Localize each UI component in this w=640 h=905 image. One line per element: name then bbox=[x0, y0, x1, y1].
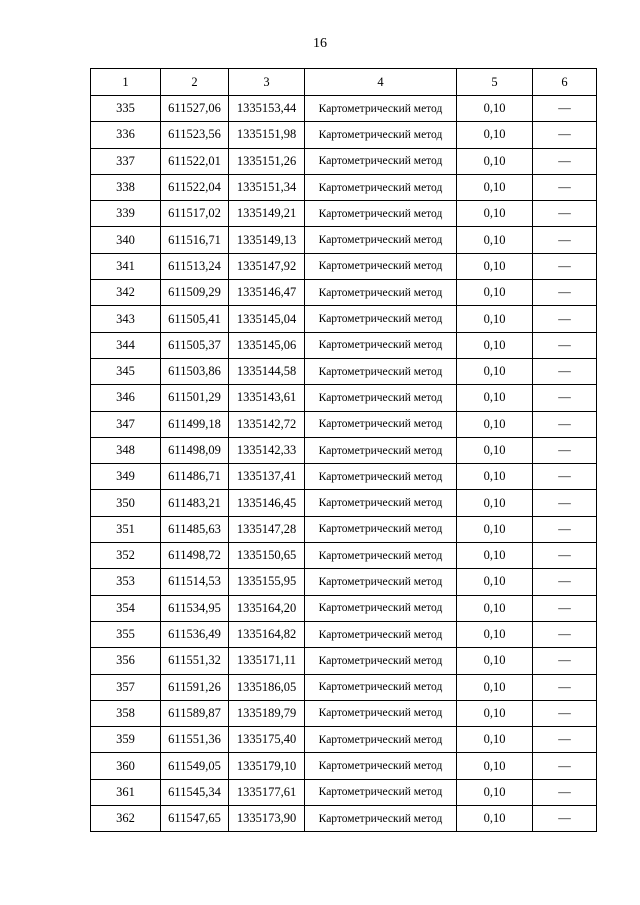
cell-note: — bbox=[533, 543, 597, 569]
cell-method: Картометрический метод bbox=[305, 779, 457, 805]
cell-accuracy: 0,10 bbox=[457, 595, 533, 621]
table-row bbox=[91, 437, 597, 463]
cell-x-coordinate: 611509,29 bbox=[161, 280, 229, 306]
table-row bbox=[91, 727, 597, 753]
table-row bbox=[91, 490, 597, 516]
cell-method: Картометрический метод bbox=[305, 621, 457, 647]
cell-method: Картометрический метод bbox=[305, 358, 457, 384]
table-row bbox=[91, 201, 597, 227]
cell-note: — bbox=[533, 96, 597, 122]
cell-y-coordinate: 1335137,41 bbox=[229, 464, 305, 490]
cell-y-coordinate: 1335142,33 bbox=[229, 437, 305, 463]
cell-method: Картометрический метод bbox=[305, 464, 457, 490]
cell-accuracy: 0,10 bbox=[457, 174, 533, 200]
cell-note: — bbox=[533, 280, 597, 306]
cell-note: — bbox=[533, 674, 597, 700]
cell-point-number: 360 bbox=[91, 753, 161, 779]
cell-point-number: 358 bbox=[91, 700, 161, 726]
cell-note: — bbox=[533, 621, 597, 647]
header-cell: 2 bbox=[161, 69, 229, 96]
cell-x-coordinate: 611505,41 bbox=[161, 306, 229, 332]
cell-method: Картометрический метод bbox=[305, 648, 457, 674]
table-row bbox=[91, 280, 597, 306]
table-row bbox=[91, 779, 597, 805]
cell-point-number: 350 bbox=[91, 490, 161, 516]
cell-y-coordinate: 1335145,06 bbox=[229, 332, 305, 358]
cell-method: Картометрический метод bbox=[305, 569, 457, 595]
cell-accuracy: 0,10 bbox=[457, 464, 533, 490]
table-row bbox=[91, 385, 597, 411]
cell-method: Картометрический метод bbox=[305, 753, 457, 779]
cell-y-coordinate: 1335144,58 bbox=[229, 358, 305, 384]
cell-note: — bbox=[533, 332, 597, 358]
cell-y-coordinate: 1335147,92 bbox=[229, 253, 305, 279]
cell-note: — bbox=[533, 122, 597, 148]
cell-accuracy: 0,10 bbox=[457, 437, 533, 463]
header-cell: 3 bbox=[229, 69, 305, 96]
cell-method: Картометрический метод bbox=[305, 122, 457, 148]
cell-y-coordinate: 1335164,20 bbox=[229, 595, 305, 621]
cell-x-coordinate: 611501,29 bbox=[161, 385, 229, 411]
cell-accuracy: 0,10 bbox=[457, 227, 533, 253]
cell-accuracy: 0,10 bbox=[457, 253, 533, 279]
table-row bbox=[91, 569, 597, 595]
cell-accuracy: 0,10 bbox=[457, 148, 533, 174]
cell-y-coordinate: 1335145,04 bbox=[229, 306, 305, 332]
cell-note: — bbox=[533, 411, 597, 437]
cell-x-coordinate: 611523,56 bbox=[161, 122, 229, 148]
table-row bbox=[91, 358, 597, 384]
cell-note: — bbox=[533, 464, 597, 490]
cell-x-coordinate: 611498,09 bbox=[161, 437, 229, 463]
cell-point-number: 344 bbox=[91, 332, 161, 358]
cell-x-coordinate: 611522,01 bbox=[161, 148, 229, 174]
cell-x-coordinate: 611485,63 bbox=[161, 516, 229, 542]
cell-accuracy: 0,10 bbox=[457, 96, 533, 122]
cell-y-coordinate: 1335175,40 bbox=[229, 727, 305, 753]
cell-point-number: 342 bbox=[91, 280, 161, 306]
cell-accuracy: 0,10 bbox=[457, 358, 533, 384]
cell-y-coordinate: 1335151,26 bbox=[229, 148, 305, 174]
cell-accuracy: 0,10 bbox=[457, 306, 533, 332]
cell-point-number: 362 bbox=[91, 806, 161, 832]
table-row bbox=[91, 543, 597, 569]
cell-y-coordinate: 1335186,05 bbox=[229, 674, 305, 700]
cell-method: Картометрический метод bbox=[305, 806, 457, 832]
cell-accuracy: 0,10 bbox=[457, 122, 533, 148]
cell-x-coordinate: 611534,95 bbox=[161, 595, 229, 621]
cell-note: — bbox=[533, 437, 597, 463]
table-row bbox=[91, 621, 597, 647]
cell-accuracy: 0,10 bbox=[457, 700, 533, 726]
cell-x-coordinate: 611527,06 bbox=[161, 96, 229, 122]
header-cell: 4 bbox=[305, 69, 457, 96]
cell-point-number: 337 bbox=[91, 148, 161, 174]
cell-accuracy: 0,10 bbox=[457, 385, 533, 411]
table-row bbox=[91, 516, 597, 542]
cell-x-coordinate: 611549,05 bbox=[161, 753, 229, 779]
cell-x-coordinate: 611513,24 bbox=[161, 253, 229, 279]
cell-point-number: 359 bbox=[91, 727, 161, 753]
cell-x-coordinate: 611591,26 bbox=[161, 674, 229, 700]
cell-point-number: 341 bbox=[91, 253, 161, 279]
cell-note: — bbox=[533, 516, 597, 542]
table-header bbox=[91, 69, 597, 96]
cell-note: — bbox=[533, 753, 597, 779]
table-row bbox=[91, 148, 597, 174]
cell-note: — bbox=[533, 306, 597, 332]
cell-point-number: 355 bbox=[91, 621, 161, 647]
cell-method: Картометрический метод bbox=[305, 385, 457, 411]
cell-method: Картометрический метод bbox=[305, 253, 457, 279]
cell-note: — bbox=[533, 779, 597, 805]
cell-point-number: 338 bbox=[91, 174, 161, 200]
cell-method: Картометрический метод bbox=[305, 201, 457, 227]
cell-point-number: 343 bbox=[91, 306, 161, 332]
cell-x-coordinate: 611499,18 bbox=[161, 411, 229, 437]
table-row bbox=[91, 411, 597, 437]
cell-y-coordinate: 1335149,13 bbox=[229, 227, 305, 253]
cell-method: Картометрический метод bbox=[305, 411, 457, 437]
cell-accuracy: 0,10 bbox=[457, 806, 533, 832]
cell-y-coordinate: 1335142,72 bbox=[229, 411, 305, 437]
cell-accuracy: 0,10 bbox=[457, 727, 533, 753]
cell-point-number: 346 bbox=[91, 385, 161, 411]
table-row bbox=[91, 174, 597, 200]
cell-method: Картометрический метод bbox=[305, 674, 457, 700]
cell-point-number: 361 bbox=[91, 779, 161, 805]
cell-y-coordinate: 1335150,65 bbox=[229, 543, 305, 569]
cell-y-coordinate: 1335146,45 bbox=[229, 490, 305, 516]
table-row bbox=[91, 648, 597, 674]
cell-accuracy: 0,10 bbox=[457, 490, 533, 516]
cell-accuracy: 0,10 bbox=[457, 516, 533, 542]
cell-point-number: 339 bbox=[91, 201, 161, 227]
cell-point-number: 349 bbox=[91, 464, 161, 490]
page-number: 16 bbox=[313, 36, 327, 51]
table-row bbox=[91, 674, 597, 700]
cell-x-coordinate: 611536,49 bbox=[161, 621, 229, 647]
cell-point-number: 348 bbox=[91, 437, 161, 463]
cell-x-coordinate: 611516,71 bbox=[161, 227, 229, 253]
table-row bbox=[91, 464, 597, 490]
cell-x-coordinate: 611589,87 bbox=[161, 700, 229, 726]
cell-method: Картометрический метод bbox=[305, 96, 457, 122]
cell-x-coordinate: 611545,34 bbox=[161, 779, 229, 805]
cell-point-number: 347 bbox=[91, 411, 161, 437]
cell-y-coordinate: 1335149,21 bbox=[229, 201, 305, 227]
cell-accuracy: 0,10 bbox=[457, 201, 533, 227]
cell-y-coordinate: 1335155,95 bbox=[229, 569, 305, 595]
cell-point-number: 353 bbox=[91, 569, 161, 595]
cell-y-coordinate: 1335177,61 bbox=[229, 779, 305, 805]
cell-note: — bbox=[533, 806, 597, 832]
cell-accuracy: 0,10 bbox=[457, 779, 533, 805]
cell-point-number: 336 bbox=[91, 122, 161, 148]
cell-note: — bbox=[533, 148, 597, 174]
cell-method: Картометрический метод bbox=[305, 700, 457, 726]
cell-method: Картометрический метод bbox=[305, 543, 457, 569]
cell-x-coordinate: 611517,02 bbox=[161, 201, 229, 227]
cell-y-coordinate: 1335147,28 bbox=[229, 516, 305, 542]
cell-accuracy: 0,10 bbox=[457, 621, 533, 647]
cell-note: — bbox=[533, 201, 597, 227]
cell-note: — bbox=[533, 727, 597, 753]
cell-x-coordinate: 611551,32 bbox=[161, 648, 229, 674]
header-row bbox=[91, 69, 597, 96]
table-row bbox=[91, 227, 597, 253]
table-body bbox=[91, 96, 597, 832]
cell-method: Картометрический метод bbox=[305, 332, 457, 358]
cell-accuracy: 0,10 bbox=[457, 569, 533, 595]
cell-y-coordinate: 1335171,11 bbox=[229, 648, 305, 674]
cell-point-number: 352 bbox=[91, 543, 161, 569]
cell-note: — bbox=[533, 700, 597, 726]
table-row bbox=[91, 122, 597, 148]
cell-y-coordinate: 1335189,79 bbox=[229, 700, 305, 726]
cell-note: — bbox=[533, 253, 597, 279]
cell-accuracy: 0,10 bbox=[457, 753, 533, 779]
cell-method: Картометрический метод bbox=[305, 595, 457, 621]
cell-x-coordinate: 611551,36 bbox=[161, 727, 229, 753]
cell-point-number: 335 bbox=[91, 96, 161, 122]
cell-method: Картометрический метод bbox=[305, 437, 457, 463]
cell-x-coordinate: 611522,04 bbox=[161, 174, 229, 200]
cell-point-number: 351 bbox=[91, 516, 161, 542]
cell-accuracy: 0,10 bbox=[457, 648, 533, 674]
cell-method: Картометрический метод bbox=[305, 516, 457, 542]
table-row bbox=[91, 753, 597, 779]
cell-note: — bbox=[533, 595, 597, 621]
cell-accuracy: 0,10 bbox=[457, 280, 533, 306]
cell-y-coordinate: 1335146,47 bbox=[229, 280, 305, 306]
table-row bbox=[91, 306, 597, 332]
cell-y-coordinate: 1335164,82 bbox=[229, 621, 305, 647]
header-cell: 6 bbox=[533, 69, 597, 96]
table-row bbox=[91, 332, 597, 358]
cell-accuracy: 0,10 bbox=[457, 411, 533, 437]
cell-accuracy: 0,10 bbox=[457, 674, 533, 700]
cell-y-coordinate: 1335151,98 bbox=[229, 122, 305, 148]
header-cell: 5 bbox=[457, 69, 533, 96]
cell-y-coordinate: 1335173,90 bbox=[229, 806, 305, 832]
coordinates-table bbox=[90, 68, 597, 832]
cell-point-number: 340 bbox=[91, 227, 161, 253]
cell-x-coordinate: 611503,86 bbox=[161, 358, 229, 384]
cell-note: — bbox=[533, 227, 597, 253]
table-row bbox=[91, 595, 597, 621]
cell-accuracy: 0,10 bbox=[457, 543, 533, 569]
cell-note: — bbox=[533, 358, 597, 384]
cell-note: — bbox=[533, 569, 597, 595]
table-row bbox=[91, 700, 597, 726]
cell-x-coordinate: 611514,53 bbox=[161, 569, 229, 595]
cell-y-coordinate: 1335153,44 bbox=[229, 96, 305, 122]
cell-method: Картометрический метод bbox=[305, 174, 457, 200]
cell-method: Картометрический метод bbox=[305, 490, 457, 516]
cell-method: Картометрический метод bbox=[305, 306, 457, 332]
cell-note: — bbox=[533, 648, 597, 674]
cell-note: — bbox=[533, 385, 597, 411]
cell-x-coordinate: 611483,21 bbox=[161, 490, 229, 516]
table-row bbox=[91, 253, 597, 279]
cell-note: — bbox=[533, 174, 597, 200]
cell-y-coordinate: 1335143,61 bbox=[229, 385, 305, 411]
cell-method: Картометрический метод bbox=[305, 227, 457, 253]
cell-x-coordinate: 611498,72 bbox=[161, 543, 229, 569]
header-cell: 1 bbox=[91, 69, 161, 96]
cell-method: Картометрический метод bbox=[305, 148, 457, 174]
cell-method: Картометрический метод bbox=[305, 727, 457, 753]
cell-method: Картометрический метод bbox=[305, 280, 457, 306]
table-row bbox=[91, 806, 597, 832]
cell-accuracy: 0,10 bbox=[457, 332, 533, 358]
cell-y-coordinate: 1335151,34 bbox=[229, 174, 305, 200]
cell-note: — bbox=[533, 490, 597, 516]
cell-point-number: 345 bbox=[91, 358, 161, 384]
cell-point-number: 354 bbox=[91, 595, 161, 621]
cell-x-coordinate: 611486,71 bbox=[161, 464, 229, 490]
cell-point-number: 356 bbox=[91, 648, 161, 674]
table-row bbox=[91, 96, 597, 122]
cell-x-coordinate: 611505,37 bbox=[161, 332, 229, 358]
cell-x-coordinate: 611547,65 bbox=[161, 806, 229, 832]
cell-y-coordinate: 1335179,10 bbox=[229, 753, 305, 779]
cell-point-number: 357 bbox=[91, 674, 161, 700]
